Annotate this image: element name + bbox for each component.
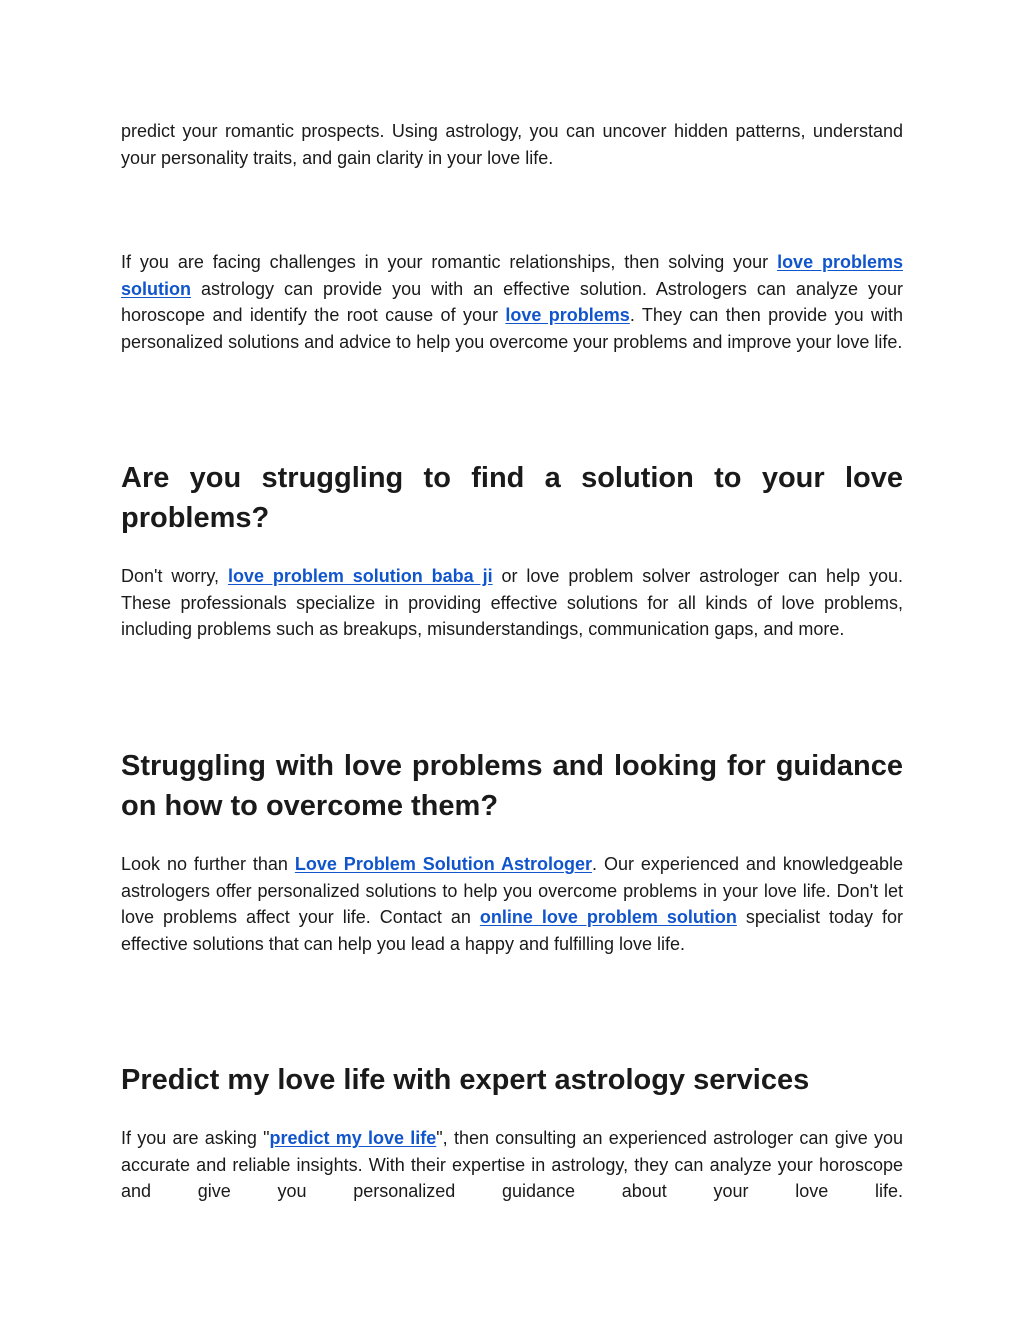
paragraph-text: . They can then provide you with personalized solutions and advice to help you overcome your problems and improve your love life. xyxy=(121,305,903,352)
section-predict-block xyxy=(121,1060,903,1100)
love-problem-solution-astrologer-link[interactable]: Love Problem Solution Astrologer xyxy=(294,854,593,874)
paragraph-text: Don't worry, xyxy=(121,566,228,586)
section-struggling-block xyxy=(121,458,903,538)
section-predict-paragraph-block xyxy=(121,1125,903,1205)
intro-paragraph-block xyxy=(121,118,903,171)
paragraph-text: astrology can provide you with an effective solution. Astrologers can analyze your horoscope and identify the root cause of your xyxy=(121,278,903,326)
section-struggling-paragraph-block xyxy=(121,563,903,643)
section-heading-predict: Predict my love life with expert astrology services xyxy=(121,1064,810,1096)
paragraph-text: If you are asking " xyxy=(121,1128,270,1148)
section-predict-paragraph xyxy=(121,1125,903,1205)
love-problems-solution-link[interactable]: love problems solution xyxy=(121,252,903,299)
paragraph-text: ", then consulting an experienced astrologer can give you accurate and reliable insights. With their expertise in astrology, they can analyze your horoscope and give you personalized guidance about your love life. xyxy=(121,1128,903,1202)
section-guidance-block xyxy=(121,746,903,826)
intro-paragraph: predict your romantic prospects. Using astrology, you can uncover hidden patterns, understand your personality traits, and gain clarity in your love life. xyxy=(121,121,903,168)
love-problems-paragraph-block xyxy=(121,249,903,355)
paragraph-text: . Our experienced and knowledgeable astrologers offer personalized solutions to help you overcome problems in your love life. Don't let love problems affect your life. Contact an xyxy=(121,854,903,928)
love-problems-link[interactable]: love problems xyxy=(505,305,630,326)
love-problem-solution-baba-ji-link[interactable]: love problem solution baba ji xyxy=(227,566,493,586)
section-heading-guidance: Struggling with love problems and looking for guidance on how to overcome them? xyxy=(121,750,903,822)
love-problems-paragraph xyxy=(121,249,903,355)
paragraph-text: Look no further than xyxy=(121,854,295,874)
paragraph-text: specialist today for effective solutions that can help you lead a happy and fulfilling love life. xyxy=(121,907,903,954)
section-struggling-paragraph xyxy=(121,563,903,643)
section-heading-struggling: Are you struggling to find a solution to your love problems? xyxy=(121,462,903,534)
online-love-problem-solution-link[interactable]: online love problem solution xyxy=(479,907,737,928)
paragraph-text: If you are facing challenges in your romantic relationships, then solving your xyxy=(121,252,778,272)
paragraph-text: or love problem solver astrologer can help you. These professionals specialize in providing effective solutions for all kinds of love problems, including problems such as breakups, misunderstandings, communication gaps, and more. xyxy=(121,566,904,640)
section-guidance-paragraph-block xyxy=(121,851,903,957)
predict-my-love-life-link[interactable]: predict my love life xyxy=(269,1128,437,1148)
section-guidance-paragraph xyxy=(121,851,903,957)
